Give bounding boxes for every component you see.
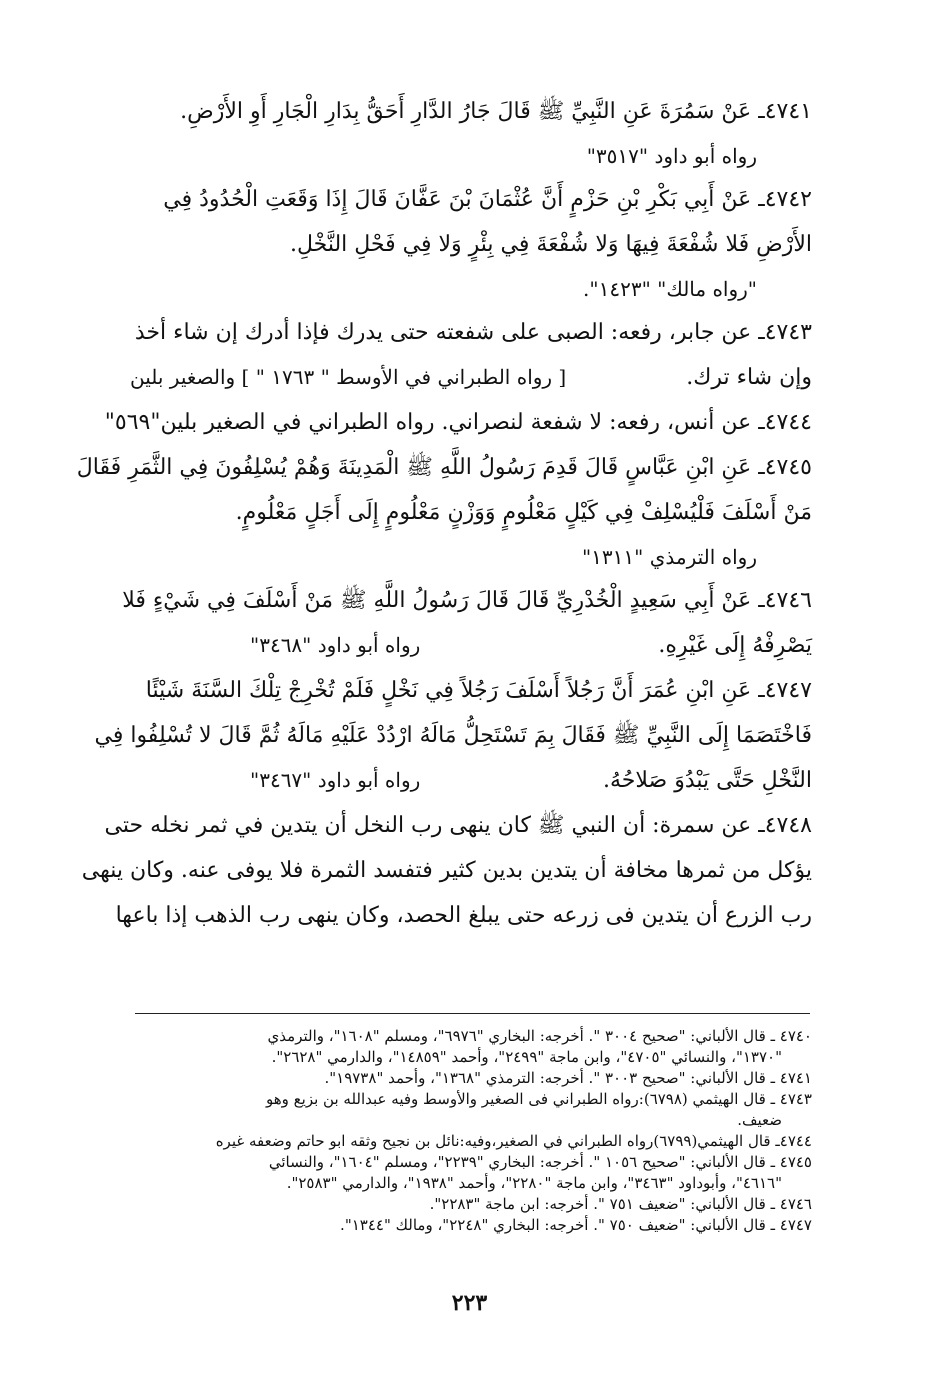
hadith-4747-line-2: فَاخْتَصَمَا إِلَى النَّبِيِّ ﷺ فَقَالَ بِمَ تَسْتَحِلُّ مَالَهُ ارْدُدْ عَلَيْهِ مَالَهُ ثُمَّ قَالَ لا تُسْلِفُوا فِي [94,723,812,748]
footnote-4741: ٤٧٤١ ـ قال الألباني: "صحيح ٣٠٠٣ ". أخرجه: الترمذي "١٣٦٨"، وأحمد "١٩٧٣٨". [324,1069,812,1087]
hadith-4741-line-1: ٤٧٤١ـ عَنْ سَمُرَةَ عَنِ النَّبِيِّ ﷺ قَالَ جَارُ الدَّارِ أَحَقُّ بِدَارِ الْجَارِ أَوِ الأَرْضِ. [180,99,812,124]
footnote-4746: ٤٧٤٦ ـ قال الألباني: "ضعيف ٧٥١ ". أخرجه: ابن ماجة "٢٢٨٣". [429,1195,812,1213]
footnote-4745-line-2: "٤٦١٦"، وأبوداود "٣٤٦٣"، وابن ماجة "٢٢٨٠"، وأحمد "١٩٣٨"، والدارمي "٢٥٨٣". [286,1174,782,1192]
footnote-4740-line-1: ٤٧٤٠ ـ قال الألباني: "صحيح ٣٠٠٤ ". أخرجه: البخاري "٦٩٧٦"، ومسلم "١٦٠٨"، والترمذي [267,1027,812,1045]
hadith-4742-reference: "رواه مالك" "١٤٢٣". [583,277,757,301]
hadith-4745-line-2: مَنْ أَسْلَفَ فَلْيُسْلِفْ فِي كَيْلٍ مَعْلُومٍ وَوَزْنٍ مَعْلُومٍ إِلَى أَجَلٍ مَعْلُومٍ. [235,500,812,525]
hadith-4745-reference: رواه الترمذي "١٣١١" [581,545,757,569]
footnotes [135,1026,812,1236]
hadith-4743-line-1: ٤٧٤٣ـ عن جابر، رفعه: الصبى على شفعته حتى يدرك فإذا أدرك إن شاء أخذ [134,320,812,345]
hadith-4746-reference: رواه أبو داود "٣٤٦٨" [250,633,421,657]
main-text [76,99,812,949]
hadith-4743-text-end: وإن شاء ترك. [686,365,812,390]
hadith-4747-text-end: النَّخْلِ حَتَّى يَبْدُوَ صَلاحُهُ. [603,768,812,793]
hadith-4747-line-3 [130,769,812,793]
hadith-4743-line-2 [130,366,812,390]
footnote-4745-line-1: ٤٧٤٥ ـ قال الألباني: "صحيح ١٠٥٦ ". أخرجه: البخاري "٢٢٣٩"، ومسلم "١٦٠٤"، والنسائي [268,1153,812,1171]
footnote-4743-line-1: ٤٧٤٣ ـ قال الهيثمي (٦٧٩٨):رواه الطبراني فى الصغير والأوسط وفيه عبدالله بن بزيع وهو [266,1090,812,1108]
hadith-4746-line-2 [130,634,812,658]
footnote-4744: ٤٧٤٤ـ قال الهيثمي(٦٧٩٩)رواه الطبراني في الصغير،وفيه:نائل بن نجيح وثقه ابو حاتم وضعفه غيره [215,1132,812,1150]
page-number: ٢٢٣ [451,1290,488,1316]
hadith-4743-reference: [ رواه الطبراني في الأوسط " ١٧٦٣ " ] والصغير بلين [130,365,567,389]
hadith-4742-line-1: ٤٧٤٢ـ عَنْ أَبِي بَكْرِ بْنِ حَزْمٍ أَنَّ عُثْمَانَ بْنَ عَفَّانَ قَالَ إِذَا وَقَعَتِ الْحُدُودُ فِي [163,187,812,212]
hadith-4746-text-end: يَصْرِفْهُ إِلَى غَيْرِهِ. [658,633,812,658]
hadith-4745-line-1: ٤٧٤٥ـ عَنِ ابْنِ عَبَّاسٍ قَالَ قَدِمَ رَسُولُ اللَّهِ ﷺ الْمَدِينَةَ وَهُمْ يُسْلِفُونَ فِي الثَّمَرِ فَقَالَ [76,455,812,480]
hadith-4748-line-1: ٤٧٤٨ـ عن سمرة: أن النبي ﷺ كان ينهى رب النخل أن يتدين في ثمر نخله حتى [104,813,812,838]
footnote-4740-line-2: "١٣٧٠"، والنسائي "٤٧٠٥"، وابن ماجة "٢٤٩٩"، وأحمد "١٤٨٥٩"، والدارمي "٢٦٢٨". [271,1048,782,1066]
hadith-4748-line-3: رب الزرع أن يتدين فى زرعه حتى يبلغ الحصد، وكان ينهى رب الذهب إذا باعها [115,903,812,928]
hadith-4746-line-1: ٤٧٤٦ـ عَنْ أَبِي سَعِيدٍ الْخُدْرِيِّ قَالَ قَالَ رَسُولُ اللَّهِ ﷺ مَنْ أَسْلَفَ فِي شَيْءٍ فَلا [122,588,812,613]
hadith-4748-line-2: يؤكل من ثمرها مخافة أن يتدين بدين كثير فتفسد الثمرة فلا يوفى عنه. وكان ينهى [81,858,812,883]
hadith-4741-reference: رواه أبو داود "٣٥١٧" [586,144,757,168]
footnote-4747: ٤٧٤٧ ـ قال الألباني: "ضعيف ٧٥٠ ". أخرجه: البخاري "٢٢٤٨"، ومالك "١٣٤٤". [340,1216,812,1234]
hadith-4747-line-1: ٤٧٤٧ـ عَنِ ابْنِ عُمَرَ أَنَّ رَجُلاً أَسْلَفَ رَجُلاً فِي نَخْلٍ فَلَمْ تُخْرِجْ تِلْكَ السَّنَةَ شَيْئًا [145,678,812,703]
hadith-4747-reference: رواه أبو داود "٣٤٦٧" [250,768,421,792]
footnote-divider [135,1013,810,1014]
footnote-4743-line-2: ضعيف. [737,1111,782,1129]
hadith-4744-line-1: ٤٧٤٤ـ عن أنس، رفعه: لا شفعة لنصراني. رواه الطبراني في الصغير بلين"٥٦٩" [104,410,812,435]
hadith-4742-line-2: الأَرْضِ فَلا شُفْعَةَ فِيهَا وَلا شُفْعَةَ فِي بِئْرٍ وَلا فِي فَحْلِ النَّخْلِ. [289,232,812,257]
